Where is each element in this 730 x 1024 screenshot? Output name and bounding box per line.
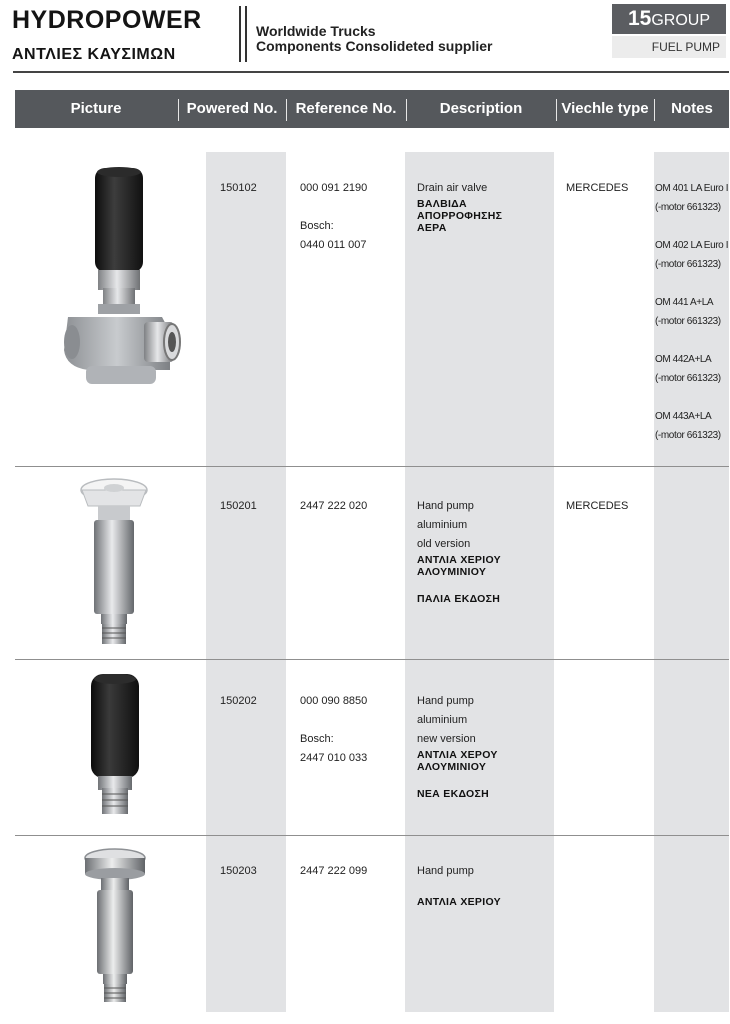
description [417,179,502,234]
drain-air-valve-image [58,162,186,395]
description-en: Hand pump [417,865,474,877]
description-gr: ΒΑΛΒΙΔΑ [417,198,467,210]
description-en: aluminium [417,714,468,726]
category-label: FUEL PUMP [612,36,726,58]
note-motor: (-motor 661323) [655,259,721,270]
note-engine: OM 442A+LA [655,354,712,365]
vehicle-type: MERCEDES [566,182,629,194]
description-gr-version: ΠΑΛΙΑ ΕΚΔΟΣΗ [417,593,501,605]
reference-label: Bosch: [300,733,334,745]
column-header-reference-no: Reference No. [295,100,397,117]
reference-list [300,179,367,255]
description-en: aluminium [417,519,468,531]
note-motor: (-motor 661323) [655,430,721,441]
column-band-powered-no [206,152,286,1012]
note-engine: OM 443A+LA [655,411,712,422]
note-motor: (-motor 661323) [655,373,721,384]
reference-number: 000 090 8850 [300,695,368,707]
reference-number: 2447 222 099 [300,865,368,877]
description-en: Drain air valve [417,182,488,194]
group-badge [612,4,726,34]
note-engine: OM 401 LA Euro I [655,183,729,194]
row-divider [15,659,729,660]
row-divider [15,835,729,836]
description-en: Hand pump [417,500,474,512]
note-engine: OM 441 A+LA [655,297,714,308]
powered-no-150203: 150203 [220,865,257,877]
description-gr: ΑΝΤΛΙΑ ΧΕΡΙΟΥ [417,896,501,908]
reference-number: 000 091 2190 [300,182,368,194]
reference-list [300,862,367,881]
reference-number: 0440 011 007 [300,239,367,251]
description-gr: ΑΠΟΡΡΟΦΗΣΗΣ [417,210,503,222]
description-en: new version [417,733,476,745]
group-number: 15 [627,7,652,30]
note-motor: (-motor 661323) [655,316,721,327]
column-header-notes: Notes [671,100,713,117]
group-label: GROUP [651,12,711,29]
description [417,497,501,605]
reference-number: 2447 222 020 [300,500,368,512]
header-divider [239,6,241,62]
note-item [655,293,728,331]
notes-list [655,179,728,464]
column-header-description: Description [439,100,523,117]
column-header-picture: Picture [70,100,122,117]
note-item [655,407,728,445]
description-en: old version [417,538,471,550]
column-header-vehicle-type: Viechle type [561,100,649,117]
note-item [655,350,728,388]
brand-title: HYDROPOWER [12,6,202,34]
hand-pump-white-knob-image [74,476,154,653]
note-item [655,236,728,274]
reference-list [300,692,367,768]
header-divider [245,6,247,62]
description-gr: ΑΕΡΑ [417,222,447,234]
powered-no-150202: 150202 [220,695,257,707]
note-item [655,179,728,217]
powered-no-150102: 150102 [220,182,257,194]
description-gr: ΑΝΤΛΙΑ ΧΕΡΙΟΥ [417,554,501,566]
vehicle-type: MERCEDES [566,500,629,512]
header-rule [13,71,729,73]
description [417,862,501,908]
brand-subtitle: ΑΝΤΛΙΕΣ ΚΑΥΣΙΜΩΝ [12,46,176,63]
row-divider [15,466,729,467]
spacer [300,198,367,217]
description-gr: ΑΝΤΛΙΑ ΧΕΡΟΥ [417,749,498,761]
note-engine: OM 402 LA Euro I [655,240,729,251]
spacer [300,711,367,730]
column-header-powered-no: Powered No. [186,100,278,117]
reference-label: Bosch: [300,220,334,232]
hand-pump-black-knob-image [82,670,148,825]
reference-number: 2447 010 033 [300,752,368,764]
description-gr: ΑΛΟΥΜΙΝΙΟΥ [417,566,487,578]
tagline-line2: Components Consolideted supplier [256,38,493,54]
tagline [256,24,492,54]
description-gr-version: ΝΕΑ ΕΚΔΟΣΗ [417,788,489,800]
note-motor: (-motor 661323) [655,202,721,213]
description-gr: ΑΛΟΥΜΙΝΙΟΥ [417,761,487,773]
table-header [15,90,729,128]
reference-list [300,497,367,516]
hand-pump-metal-knob-image [79,846,151,1011]
description-en: Hand pump [417,695,474,707]
tagline-line1: Worldwide Trucks [256,23,376,39]
description [417,692,498,800]
powered-no-150201: 150201 [220,500,257,512]
